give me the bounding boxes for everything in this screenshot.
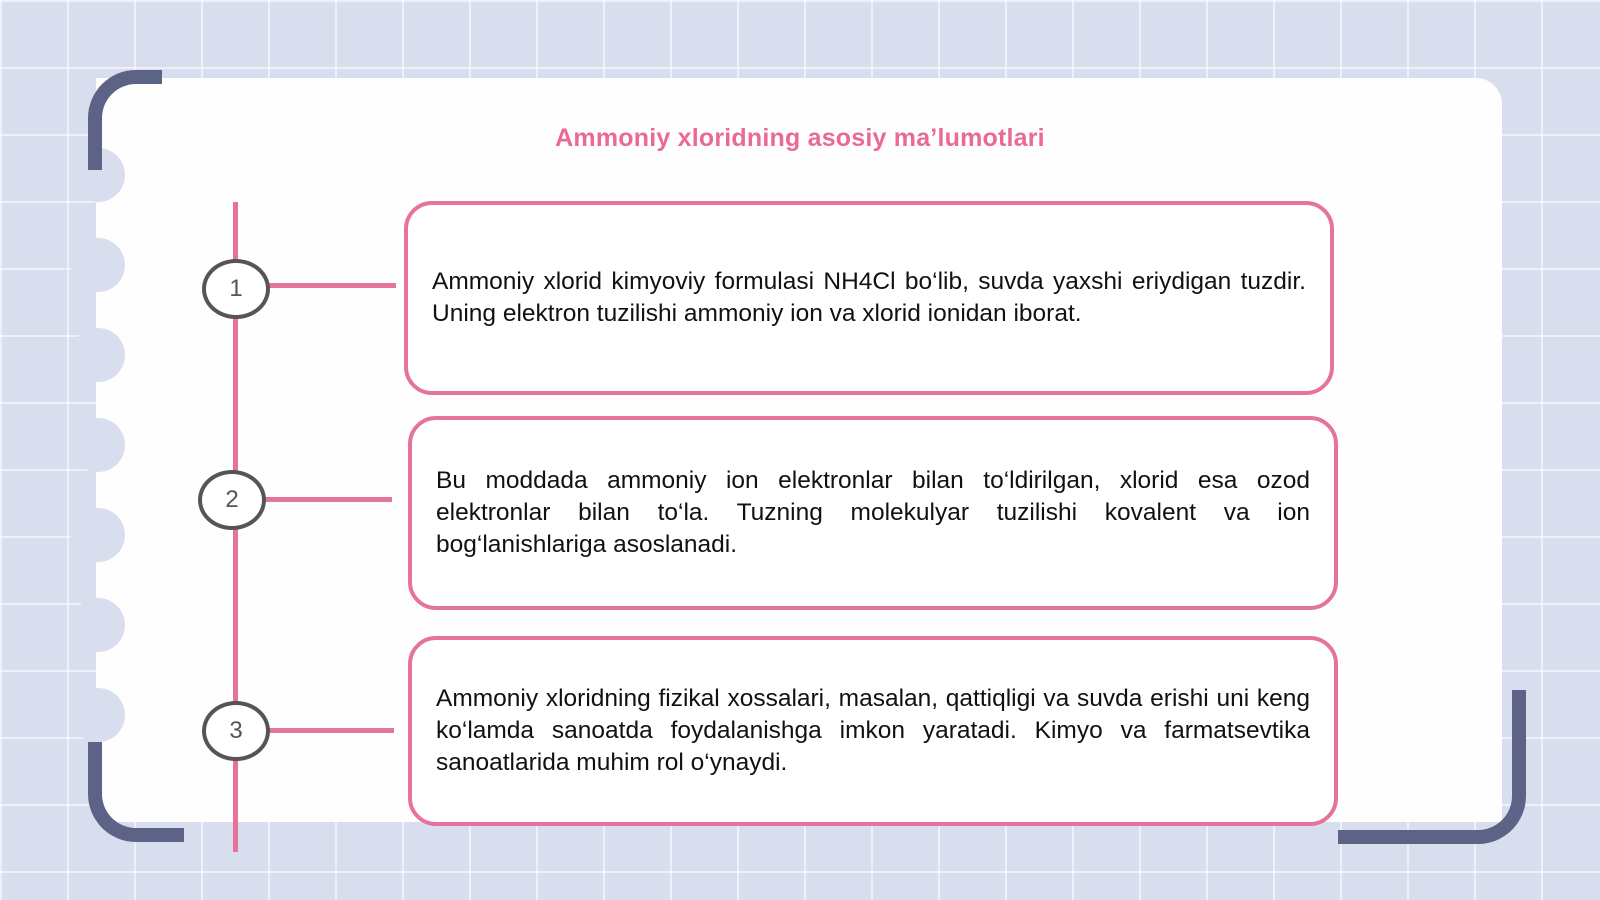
info-card (408, 416, 1338, 610)
paper-notch (71, 508, 125, 562)
info-card-text: Bu moddada ammoniy ion elektronlar bilan to‘ldirilgan, xlorid esa ozod elektronlar bilan to‘la. Tuzning molekulyar tuzilishi kovalent va ion bog‘lanishlariga asoslanadi. (436, 467, 1310, 558)
info-card-text: Ammoniy xlorid kimyoviy formulasi NH4Cl bo‘lib, suvda yaxshi eriydigan tuzdir. Uning elektron tuzilishi ammoniy ion va xlorid ionidan iborat. (432, 268, 1306, 327)
step-number-circle (202, 701, 270, 761)
paper-notch (71, 328, 125, 382)
step-number-circle (202, 259, 270, 319)
step-number: 1 (229, 275, 243, 302)
timeline-connector (260, 497, 392, 502)
step-number: 2 (225, 486, 239, 513)
timeline-connector (264, 728, 394, 733)
step-number-circle (198, 470, 266, 530)
corner-bracket-bottom-left (88, 742, 184, 842)
info-card (408, 636, 1338, 826)
step-number: 3 (229, 717, 243, 744)
corner-bracket-bottom-right (1338, 690, 1526, 844)
info-card-text: Ammoniy xloridning fizikal xossalari, masalan, qattiqligi va suvda erishi uni keng ko‘lamda sanoatda foydalanishga imkon yaratadi. Kimyo va farmatsevtika sanoatlarida muhim rol o‘ynaydi. (436, 685, 1310, 776)
paper-notch (71, 238, 125, 292)
paper-notch (71, 418, 125, 472)
paper-notch (71, 598, 125, 652)
slide-title: Ammoniy xloridning asosiy ma’lumotlari (555, 124, 1045, 152)
info-card (404, 201, 1334, 395)
paper-notch (71, 688, 125, 742)
timeline-connector (264, 283, 396, 288)
